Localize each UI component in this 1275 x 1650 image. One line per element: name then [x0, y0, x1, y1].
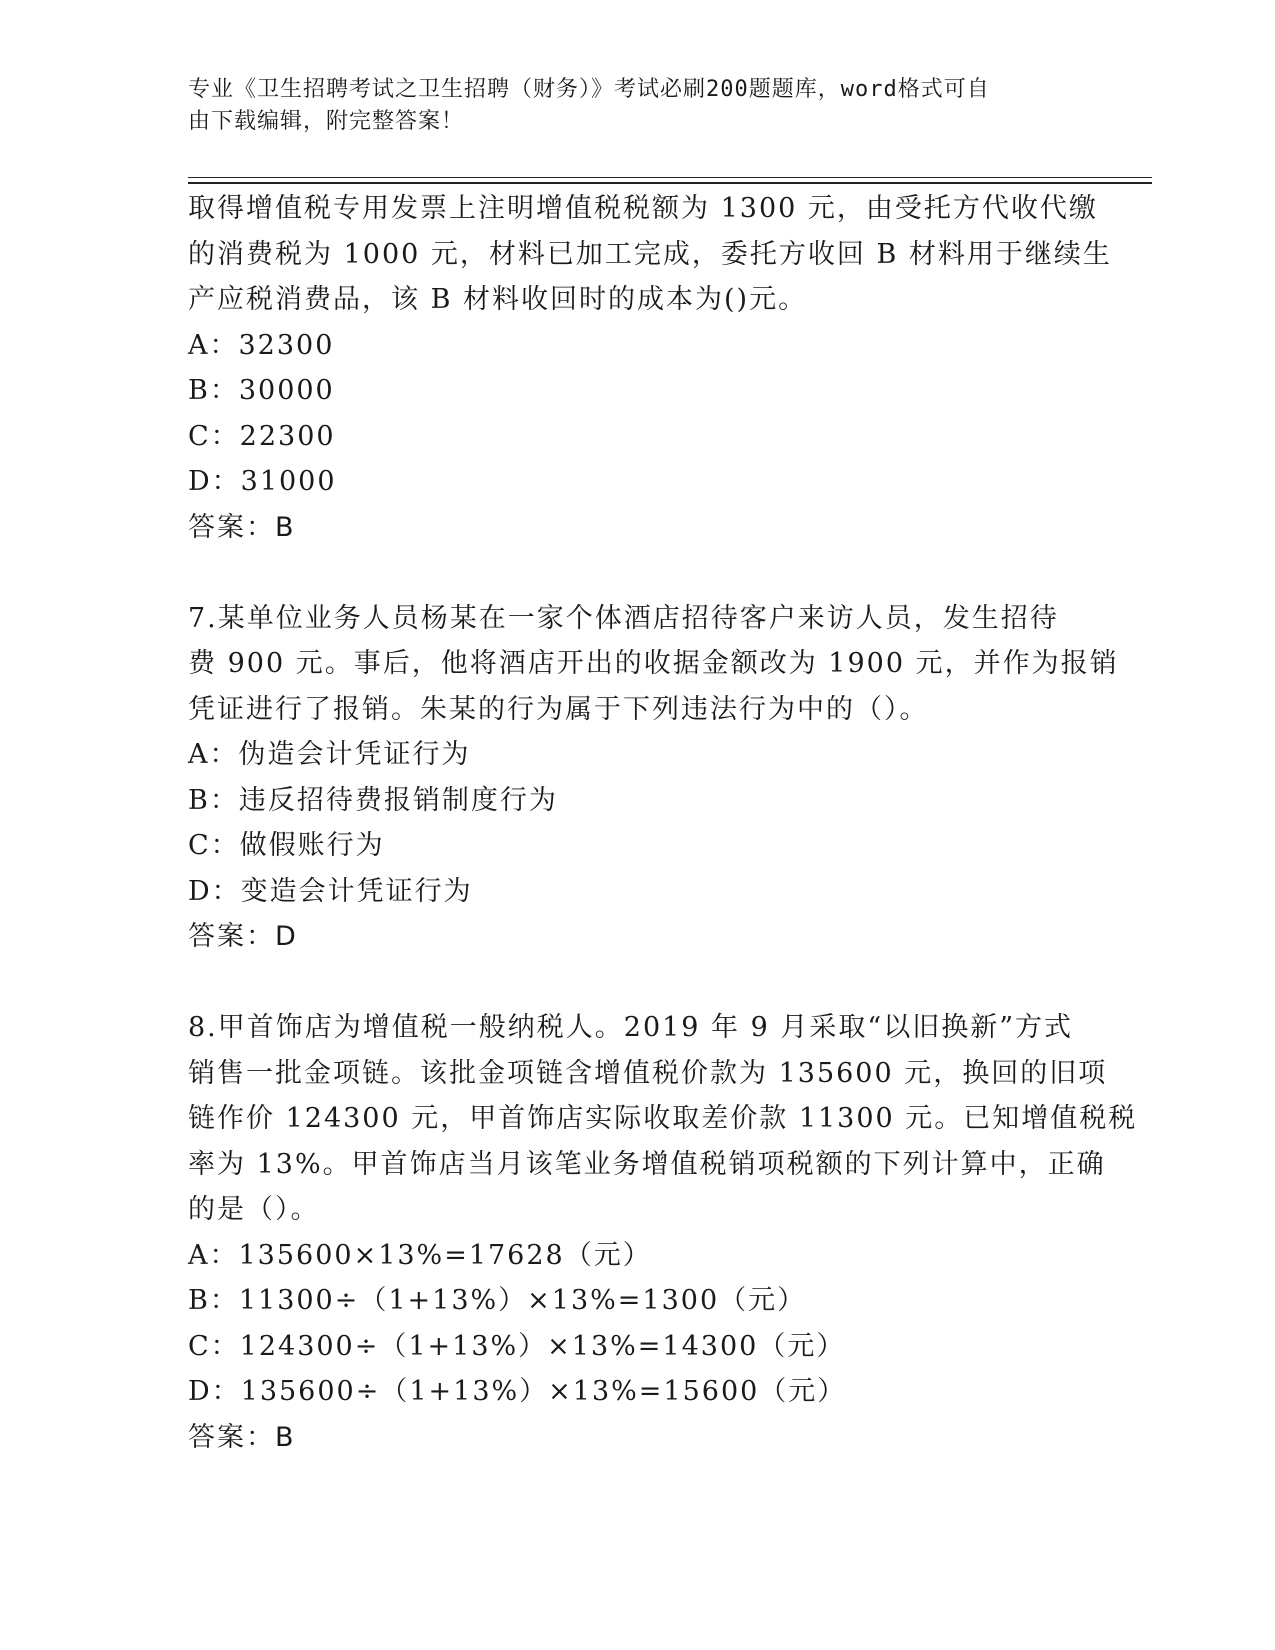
question-7: [188, 596, 1119, 960]
question-stem-line: 产应税消费品，该 B 材料收回时的成本为()元。: [188, 284, 808, 315]
question-stem-line: 费 900 元。事后，他将酒店开出的收据金额改为 1900 元，并作为报销: [188, 648, 1119, 679]
question-6: [188, 186, 1112, 550]
option-c: C：做假账行为: [188, 830, 385, 861]
option-d: D：变造会计凭证行为: [188, 875, 473, 907]
option-a: A：32300: [188, 329, 335, 361]
option-d: D：135600÷（1+13%）×13%=15600（元）: [188, 1376, 847, 1407]
question-list: [188, 186, 1138, 1460]
question-stem-line: 取得增值税专用发票上注明增值税税额为 1300 元，由受托方代收代缴: [188, 193, 1098, 224]
header-divider-thin: [188, 177, 1152, 178]
question-stem-line: 7.某单位业务人员杨某在一家个体酒店招待客户来访人员，发生招待: [188, 602, 1059, 634]
answer-line: 答案：B: [188, 511, 296, 543]
question-stem-line: 8.甲首饰店为增值税一般纳税人。2019 年 9 月采取“以旧换新”方式: [188, 1012, 1074, 1043]
option-d: D：31000: [188, 466, 337, 497]
question-stem-line: 的消费税为 1000 元，材料已加工完成，委托方收回 B 材料用于继续生: [188, 238, 1112, 270]
header-divider-thick: [188, 182, 1152, 184]
option-c: C：124300÷（1+13%）×13%=14300（元）: [188, 1330, 846, 1362]
header-line-2: 由下载编辑，附完整答案！: [188, 109, 465, 134]
document-header: [188, 74, 1068, 138]
question-spacer: [188, 550, 1088, 596]
answer-line: 答案：D: [188, 921, 298, 952]
option-b: B：30000: [188, 375, 335, 406]
question-stem-line: 率为 13%。甲首饰店当月该笔业务增值税销项税额的下列计算中，正确: [188, 1148, 1106, 1180]
question-stem-line: 销售一批金项链。该批金项链含增值税价款为 135600 元，换回的旧项: [188, 1057, 1108, 1089]
header-line-1: 专业《卫生招聘考试之卫生招聘（财务）》考试必刷200题题库，word格式可自: [188, 77, 990, 102]
option-c: C：22300: [188, 420, 336, 452]
answer-line: 答案：B: [188, 1421, 296, 1453]
option-b: B：11300÷（1+13%）×13%=1300（元）: [188, 1285, 807, 1316]
option-b: B：违反招待费报销制度行为: [188, 784, 558, 816]
option-a: A：伪造会计凭证行为: [188, 739, 471, 770]
option-a: A：135600×13%=17628（元）: [188, 1239, 652, 1271]
question-stem-line: 的是（）。: [188, 1194, 320, 1225]
question-stem-line: 链作价 124300 元，甲首饰店实际收取差价款 11300 元。已知增值税税: [188, 1103, 1138, 1134]
question-8: [188, 1005, 1138, 1460]
question-spacer: [188, 960, 1088, 1006]
question-stem-line: 凭证进行了报销。朱某的行为属于下列违法行为中的（）。: [188, 693, 929, 725]
